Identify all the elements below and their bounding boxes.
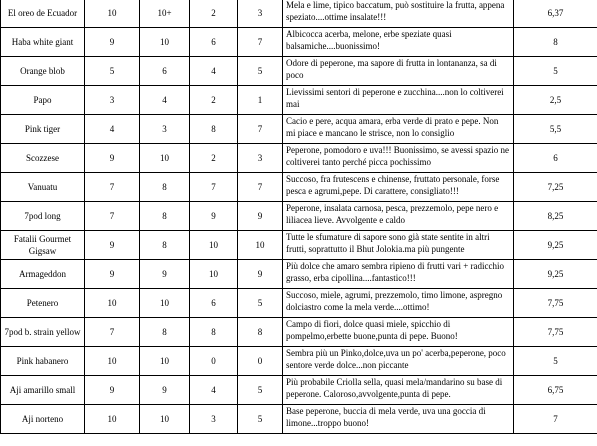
cell-variety-name: Scozzese: [1, 144, 85, 173]
cell-score-3: 3: [190, 405, 238, 434]
cell-score-3: 8: [190, 318, 238, 347]
cell-score-2: 6: [140, 57, 190, 86]
cell-variety-name: Petenero: [1, 289, 85, 318]
table-row: [1, 405, 597, 434]
cell-average: 7: [514, 405, 597, 434]
cell-score-1: 7: [85, 202, 140, 231]
cell-score-3: 2: [190, 86, 238, 115]
cell-description: Albicocca acerba, melone, erbe speziate quasi balsamiche....buonissimo!: [283, 28, 514, 57]
cell-variety-name: El oreo de Ecuador: [1, 0, 85, 28]
cell-score-4: 3: [238, 0, 283, 28]
table-row: [1, 115, 597, 144]
cell-score-1: 10: [85, 347, 140, 376]
table-row: [1, 144, 597, 173]
cell-average: 8: [514, 28, 597, 57]
cell-score-2: 10: [140, 289, 190, 318]
cell-score-3: 2: [190, 144, 238, 173]
cell-description: Più dolce che amaro sembra ripieno di frutti vari + radicchio grasso, erba cipollina....fantastico!!!: [283, 260, 514, 289]
cell-score-2: 10+: [140, 0, 190, 28]
cell-variety-name: Armageddon: [1, 260, 85, 289]
cell-description: Sembra più un Pinko,dolce,uva un po' acerba,peperone, poco sentore verde dolce...non piccante: [283, 347, 514, 376]
cell-score-3: 6: [190, 289, 238, 318]
cell-description: Più probabile Criolla sella, quasi mela/mandarino su base di peperone. Caloroso,avvolgente,punta di pepe.: [283, 376, 514, 405]
cell-score-4: 3: [238, 144, 283, 173]
cell-score-1: 10: [85, 0, 140, 28]
cell-score-4: 9: [238, 260, 283, 289]
cell-score-4: 0: [238, 347, 283, 376]
cell-average: 6: [514, 144, 597, 173]
cell-variety-name: Pink tiger: [1, 115, 85, 144]
cell-score-4: 7: [238, 173, 283, 202]
cell-average: 2,5: [514, 86, 597, 115]
table-row: [1, 231, 597, 260]
cell-score-1: 9: [85, 376, 140, 405]
cell-score-4: 5: [238, 405, 283, 434]
table-row: [1, 289, 597, 318]
cell-score-4: 5: [238, 289, 283, 318]
cell-score-4: 5: [238, 376, 283, 405]
cell-variety-name: Aji amarillo small: [1, 376, 85, 405]
cell-score-3: 10: [190, 260, 238, 289]
cell-score-1: 9: [85, 144, 140, 173]
cell-score-2: 10: [140, 405, 190, 434]
cell-description: Base peperone, buccia di mela verde, uva una goccia di limone...troppo buono!: [283, 405, 514, 434]
cell-variety-name: Aji norteno: [1, 405, 85, 434]
cell-score-2: 8: [140, 202, 190, 231]
cell-score-4: 8: [238, 318, 283, 347]
cell-score-2: 9: [140, 260, 190, 289]
cell-score-2: 8: [140, 318, 190, 347]
cell-description: Cacio e pere, acqua amara, erba verde di prato e pepe. Non mi piace e mancano le strisce, non lo consiglio: [283, 115, 514, 144]
table-row: [1, 86, 597, 115]
table-row: [1, 0, 597, 28]
cell-score-2: 9: [140, 376, 190, 405]
cell-average: 9,25: [514, 231, 597, 260]
cell-score-2: 10: [140, 28, 190, 57]
cell-variety-name: Haba white giant: [1, 28, 85, 57]
cell-score-1: 9: [85, 28, 140, 57]
cell-average: 7,25: [514, 173, 597, 202]
table-row: [1, 347, 597, 376]
cell-score-1: 10: [85, 405, 140, 434]
table-row: [1, 28, 597, 57]
table-row: [1, 173, 597, 202]
table-row: [1, 260, 597, 289]
cell-score-1: 7: [85, 173, 140, 202]
cell-score-2: 4: [140, 86, 190, 115]
cell-score-3: 4: [190, 376, 238, 405]
table-row: [1, 202, 597, 231]
cell-score-4: 10: [238, 231, 283, 260]
table-row: [1, 376, 597, 405]
cell-score-2: 8: [140, 231, 190, 260]
cell-score-3: 8: [190, 115, 238, 144]
cell-average: 8,25: [514, 202, 597, 231]
cell-score-3: 9: [190, 202, 238, 231]
cell-score-1: 7: [85, 318, 140, 347]
cell-description: Tutte le sfumature di sapore sono già state sentite in altri frutti, soprattutto il Bhut Jolokia.ma più pungente: [283, 231, 514, 260]
cell-score-3: 2: [190, 0, 238, 28]
cell-score-3: 0: [190, 347, 238, 376]
cell-score-2: 3: [140, 115, 190, 144]
cell-score-2: 10: [140, 347, 190, 376]
cell-score-4: 5: [238, 57, 283, 86]
cell-score-4: 7: [238, 115, 283, 144]
cell-variety-name: Fatalii Gourmet Gigsaw: [1, 231, 85, 260]
cell-variety-name: Pink habanero: [1, 347, 85, 376]
cell-variety-name: Papo: [1, 86, 85, 115]
cell-description: Mela e lime, tipico baccatum, può sostituire la frutta, appena speziato....ottime insalate!!!: [283, 0, 514, 28]
cell-variety-name: Vanuatu: [1, 173, 85, 202]
cell-average: 5,5: [514, 115, 597, 144]
cell-score-3: 10: [190, 231, 238, 260]
cell-average: 7,75: [514, 289, 597, 318]
cell-description: Succoso, miele, agrumi, prezzemolo, timo limone, aspregno dolciastro come la mela verde....ottimo!: [283, 289, 514, 318]
cell-score-1: 4: [85, 115, 140, 144]
cell-average: 5: [514, 347, 597, 376]
cell-variety-name: 7pod long: [1, 202, 85, 231]
cell-average: 6,37: [514, 0, 597, 28]
cell-description: Odore di peperone, ma sapore di frutta in lontananza, sa di poco: [283, 57, 514, 86]
cell-score-4: 7: [238, 28, 283, 57]
cell-score-1: 9: [85, 231, 140, 260]
cell-average: 7,75: [514, 318, 597, 347]
cell-description: Peperone, pomodoro e uva!!! Buonissimo, se avessi spazio ne coltiverei tanto perché picca pochissimo: [283, 144, 514, 173]
cell-description: Peperone, insalata carnosa, pesca, prezzemolo, pepe nero e liliacea lieve. Avvolgente e caldo: [283, 202, 514, 231]
cell-score-4: 9: [238, 202, 283, 231]
cell-description: Campo di fiori, dolce quasi miele, spicchio di pompelmo,erbette buone,punta di pepe. Buono!: [283, 318, 514, 347]
cell-score-3: 7: [190, 173, 238, 202]
cell-score-4: 1: [238, 86, 283, 115]
cell-average: 5: [514, 57, 597, 86]
cell-score-1: 5: [85, 57, 140, 86]
cell-score-3: 4: [190, 57, 238, 86]
cell-score-1: 9: [85, 260, 140, 289]
cell-variety-name: Orange blob: [1, 57, 85, 86]
cell-score-2: 8: [140, 173, 190, 202]
cell-score-1: 3: [85, 86, 140, 115]
cell-average: 9,25: [514, 260, 597, 289]
cell-score-2: 10: [140, 144, 190, 173]
cell-average: 6,75: [514, 376, 597, 405]
cell-description: Lievissimi sentori di peperone e zucchina....non lo coltiverei mai: [283, 86, 514, 115]
cell-variety-name: 7pod b. strain yellow: [1, 318, 85, 347]
cell-description: Succoso, fra frutescens e chinense, fruttato personale, forse pesca e agrumi,pepe. Di carattere, consigliato!!!: [283, 173, 514, 202]
cell-score-3: 6: [190, 28, 238, 57]
table-row: [1, 318, 597, 347]
cell-score-1: 10: [85, 289, 140, 318]
table-row: [1, 57, 597, 86]
